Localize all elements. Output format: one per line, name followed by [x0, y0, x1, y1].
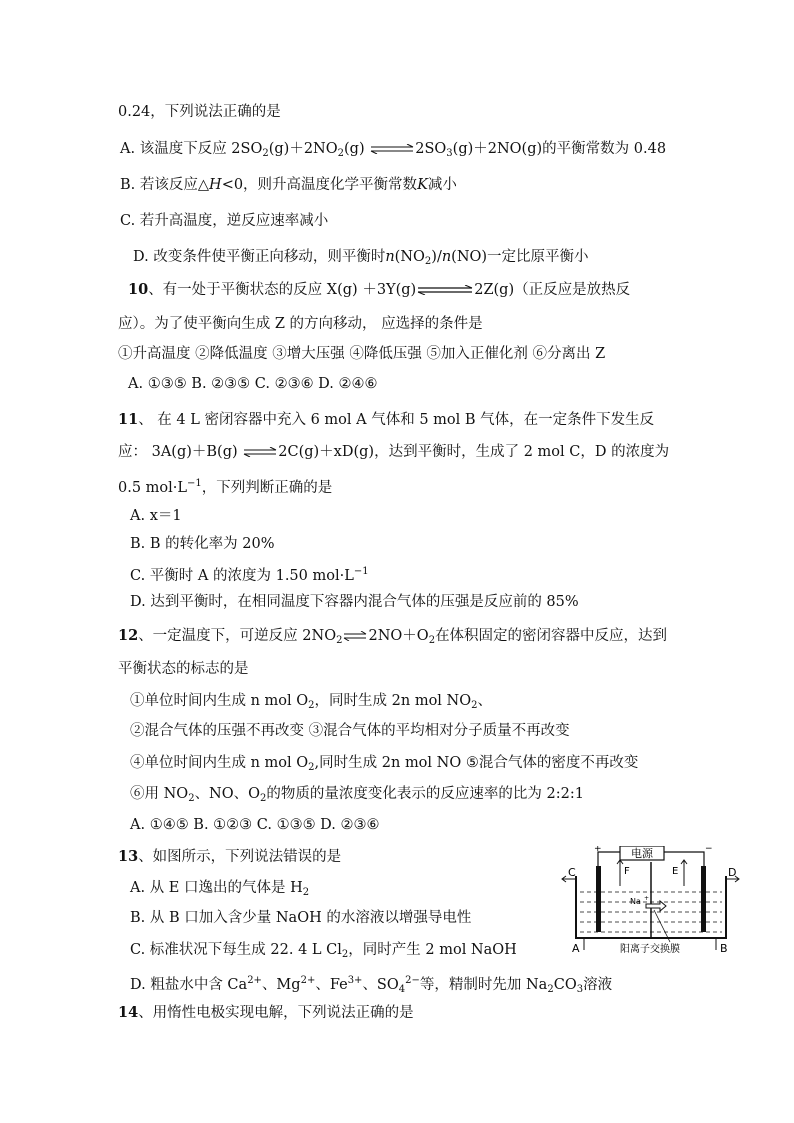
text: ②混合气体的压强不再改变 ③混合气体的平均相对分子质量不再改变	[130, 723, 570, 739]
text: 、用惰性电极实现电解，下列说法正确的是	[138, 1005, 414, 1021]
text: 、 在 4 L 密闭容器中充入 6 mol A 气体和 5 mol B 气体，在一定条件下发生反	[138, 412, 655, 428]
text: n	[385, 249, 395, 265]
text: )/	[431, 249, 442, 265]
subscript: 2	[428, 635, 436, 646]
question-number: 11	[118, 411, 139, 428]
subscript: 2	[424, 256, 432, 267]
text: 应： 3A(g)＋B(g)	[118, 444, 243, 460]
text: 、SO	[362, 977, 399, 993]
question-10	[128, 280, 630, 300]
text: B. 从 B 口加入含少量 NaOH 的水溶液以增强导电性	[130, 910, 472, 926]
text: ④单位时间内生成 n mol O	[130, 755, 309, 771]
text: C. 标准状况下每生成 22. 4 L Cl	[130, 942, 342, 958]
plus-sign: +	[644, 895, 650, 902]
question-number: 13	[118, 848, 139, 865]
question-number: 12	[118, 627, 139, 644]
question-14	[118, 1003, 414, 1023]
text: 、有一处于平衡状态的反应 X(g) ＋3Y(g)	[148, 282, 417, 298]
text: 、一定温度下，可逆反应 2NO	[138, 628, 337, 644]
superscript: −1	[353, 566, 369, 577]
text: B. 若该反应△	[120, 177, 210, 193]
label-d: D	[728, 866, 737, 879]
text: ，下列判断正确的是	[201, 480, 333, 496]
subscript: 2	[302, 887, 310, 898]
option-11b	[130, 534, 274, 554]
option-13b	[130, 908, 471, 928]
text: A. ①④⑤ B. ①②③ C. ①③⑤ D. ②③⑥	[130, 817, 380, 833]
label-a: A	[572, 942, 580, 955]
text: C. 若升高温度，逆反应速率减小	[120, 213, 329, 229]
text-line	[118, 442, 669, 462]
text-line	[118, 314, 483, 334]
text: 、Fe	[315, 977, 348, 993]
equilibrium-arrow-icon	[416, 285, 474, 295]
cathode	[701, 866, 706, 932]
anode	[596, 866, 601, 932]
text: ,同时生成 2n mol NO ⑤混合气体的密度不再改变	[314, 755, 639, 771]
subscript: 2	[341, 949, 349, 960]
text: <0，则升高温度化学平衡常数	[221, 177, 418, 193]
option-13a	[130, 878, 309, 903]
text: 、NO、O	[194, 786, 261, 802]
power-label: 电源	[631, 847, 653, 860]
options-row	[128, 374, 378, 394]
superscript: 2+	[247, 975, 262, 986]
label-na-ion: Na	[630, 897, 641, 906]
subscript: 2	[547, 984, 554, 995]
text-line	[118, 659, 249, 679]
text: A. ①③⑤ B. ②③⑤ C. ②③⑥ D. ②④⑥	[128, 376, 378, 392]
subscript: 2	[262, 148, 269, 159]
label-f: F	[624, 866, 630, 877]
minus-sign: −	[705, 846, 713, 854]
option-9d	[133, 247, 589, 272]
text: D. 改变条件使平衡正向移动，则平衡时	[133, 249, 386, 265]
subscript: 2	[260, 793, 267, 804]
equilibrium-arrow-icon	[242, 447, 278, 457]
text: 0.24，下列说法正确的是	[118, 104, 281, 120]
subscript: 2	[308, 762, 315, 773]
text: ，同时产生 2 mol NaOH	[348, 942, 517, 958]
option-11d	[130, 592, 579, 612]
text-line	[118, 344, 605, 364]
item-2	[130, 721, 570, 741]
text: 0.5 mol·L	[118, 480, 188, 496]
text: ⑥用 NO	[130, 786, 189, 802]
options-row	[130, 815, 380, 835]
text: A. x＝1	[130, 508, 182, 524]
question-number: 10	[128, 281, 149, 298]
text: 2C(g)＋xD(g)，达到平衡时，生成了 2 mol C，D 的浓度为	[278, 444, 670, 460]
text: D. 粗盐水中含 Ca	[130, 977, 248, 993]
superscript: 2−	[405, 975, 420, 986]
subscript: 3	[576, 984, 584, 995]
superscript: −1	[187, 478, 202, 489]
wire	[598, 852, 620, 866]
text: 2Z(g)（正反应是放热反	[474, 282, 631, 298]
ion-arrow-icon	[646, 901, 666, 911]
text: 2SO	[415, 141, 447, 157]
electrolysis-cell-diagram	[560, 846, 740, 958]
text: H	[209, 177, 222, 193]
label-c: C	[568, 866, 576, 879]
equilibrium-arrow-icon	[342, 631, 368, 641]
option-9b	[120, 175, 457, 195]
subscript: 2	[188, 793, 195, 804]
text: K	[417, 177, 428, 193]
subscript: 2	[308, 700, 315, 711]
text: A. 从 E 口逸出的气体是 H	[130, 880, 303, 896]
membrane-label: 阳离子交换膜	[620, 944, 680, 955]
text: CO	[553, 977, 577, 993]
superscript: 3+	[347, 975, 363, 986]
text: 2NO＋O	[368, 628, 429, 644]
text: 的物质的量浓度变化表示的反应速率的比为 2:2:1	[266, 786, 584, 802]
option-9a	[120, 139, 666, 164]
text: 平衡状态的标志的是	[118, 661, 249, 677]
option-11c	[130, 562, 369, 586]
text: 应）。为了使平衡向生成 Z 的方向移动， 应选择的条件是	[118, 316, 483, 332]
option-13d	[130, 971, 612, 1000]
superscript: 2+	[300, 975, 316, 986]
text: D. 达到平衡时，在相同温度下容器内混合气体的压强是反应前的 85%	[130, 594, 579, 610]
text: B. B 的转化率为 20%	[130, 536, 275, 552]
text: 在体积固定的密闭容器中反应，达到	[435, 628, 668, 644]
text: 、如图所示，下列说法错误的是	[138, 849, 342, 865]
label-e: E	[672, 866, 679, 877]
text-line	[118, 102, 281, 122]
text: (g)	[344, 141, 370, 157]
text: ①升高温度 ②降低温度 ③增大压强 ④降低压强 ⑤加入正催化剂 ⑥分离出 Z	[118, 346, 606, 362]
question-13	[118, 847, 341, 867]
subscript: 2	[337, 148, 345, 159]
text: 、Mg	[261, 977, 301, 993]
option-11a	[130, 506, 182, 526]
text: (NO)一定比原平衡小	[451, 249, 589, 265]
option-9c	[120, 211, 328, 231]
equilibrium-arrow-icon	[369, 144, 415, 154]
text: A. 该温度下反应 2SO	[120, 141, 263, 157]
subscript: 2	[336, 635, 343, 646]
subscript: 2	[471, 700, 478, 711]
label-b: B	[720, 942, 728, 955]
text: (g)＋2NO(g)的平衡常数为 0.48	[452, 141, 667, 157]
text: (g)＋2NO	[268, 141, 338, 157]
plus-sign: +	[594, 846, 602, 854]
text: 减小	[427, 177, 457, 193]
item-4	[130, 784, 584, 809]
subscript: 3	[446, 148, 453, 159]
text: C. 平衡时 A 的浓度为 1.50 mol·L	[130, 568, 354, 584]
text: (NO	[394, 249, 425, 265]
item-3	[130, 753, 638, 778]
question-12	[118, 626, 667, 651]
subscript: 4	[398, 984, 406, 995]
text: 溶液	[583, 977, 613, 993]
text-line	[118, 474, 332, 498]
text: 、	[477, 693, 493, 709]
item-1	[130, 691, 492, 716]
option-13c	[130, 940, 517, 965]
question-number: 14	[118, 1004, 139, 1021]
text: ，同时生成 2n mol NO	[314, 693, 472, 709]
text: ①单位时间内生成 n mol O	[130, 693, 309, 709]
text: 等，精制时先加 Na	[419, 977, 548, 993]
text: n	[441, 249, 452, 265]
question-11	[118, 410, 654, 430]
